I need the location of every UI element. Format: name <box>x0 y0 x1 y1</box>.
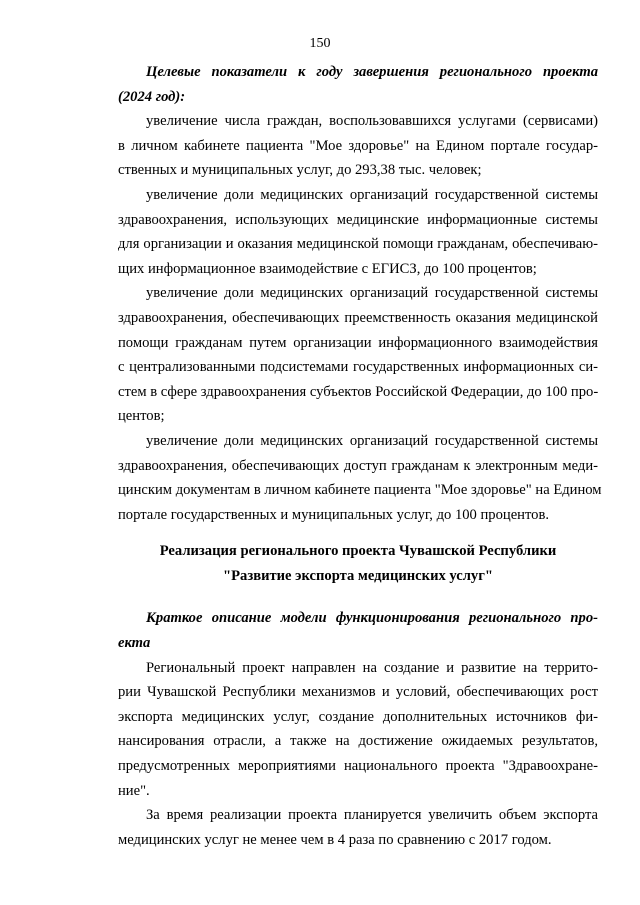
paragraph-line: экспорта медицинских услуг, создание дополнительных источников фи- <box>118 708 598 725</box>
paragraph-line: рии Чувашской Республики механизмов и условий, обеспечивающих рост <box>118 684 598 701</box>
target-item-line: увеличение доли медицинских организаций государственной системы <box>146 285 598 302</box>
target-item-line: с централизованными подсистемами государственных информационных си- <box>118 359 598 376</box>
target-item-line: центов; <box>118 408 165 425</box>
target-item <box>118 281 598 429</box>
paragraph-line: ние". <box>118 782 150 799</box>
section-title-line: Реализация регионального проекта Чувашской Республики <box>159 543 557 560</box>
section-title <box>118 539 598 588</box>
paragraph-line: нансирования отрасли, а также на достижение ожидаемых результатов, <box>118 733 598 750</box>
target-item-line: помощи гражданам путем организации информационного взаимодействия <box>118 334 598 351</box>
model-heading-line: екта <box>118 635 151 652</box>
targets-heading-line: Целевые показатели к году завершения регионального проекта <box>146 64 598 80</box>
target-item-line: стем в сфере здравоохранения субъектов Российской Федерации, до 100 про- <box>118 383 599 400</box>
model-heading <box>118 606 598 655</box>
target-item-line: щих информационное взаимодействие с ЕГИСЗ, до 100 процентов; <box>118 260 537 277</box>
target-item-line: для организации и оказания медицинской помощи гражданам, обеспечиваю- <box>118 236 598 253</box>
model-paragraph <box>118 656 598 804</box>
target-item <box>118 109 598 183</box>
model-paragraph <box>118 803 598 852</box>
target-item-line: увеличение числа граждан, воспользовавшихся услугами (сервисами) <box>146 113 598 130</box>
target-item-line: увеличение доли медицинских организаций государственной системы <box>146 432 598 449</box>
document-body <box>118 60 602 852</box>
target-item-line: здравоохранения, использующих медицинские информационные системы <box>118 211 598 228</box>
target-item-line: портале государственных и муниципальных услуг, до 100 процентов. <box>118 506 549 523</box>
target-item-line: здравоохранения, обеспечивающих преемственность оказания медицинской <box>118 309 598 326</box>
target-item-line: увеличение доли медицинских организаций государственной системы <box>146 186 598 203</box>
target-item <box>118 183 598 281</box>
section-title-line: "Развитие экспорта медицинских услуг" <box>223 567 493 584</box>
target-item-line: в личном кабинете пациента "Мое здоровье" на Едином портале государ- <box>118 137 598 154</box>
target-item-line: ственных и муниципальных услуг, до 293,38 тыс. человек; <box>118 162 482 179</box>
paragraph-line: медицинских услуг не менее чем в 4 раза по сравнению с 2017 годом. <box>118 831 552 848</box>
paragraph-line: За время реализации проекта планируется увеличить объем экспорта <box>146 807 598 824</box>
target-item-line: цинским документам в личном кабинете пациента "Мое здоровье" на Едином <box>118 482 602 499</box>
targets-heading-line: (2024 год): <box>118 88 186 105</box>
target-item <box>118 429 602 527</box>
paragraph-line: предусмотренных мероприятиями национального проекта "Здравоохране- <box>118 758 598 775</box>
targets-heading <box>118 60 598 109</box>
model-heading-line: Краткое описание модели функционирования регионального про- <box>146 610 598 627</box>
page-number: 150 <box>309 36 331 51</box>
target-item-line: здравоохранения, обеспечивающих доступ гражданам к электронным меди- <box>118 457 598 474</box>
paragraph-line: Региональный проект направлен на создание и развитие на террито- <box>146 659 598 676</box>
